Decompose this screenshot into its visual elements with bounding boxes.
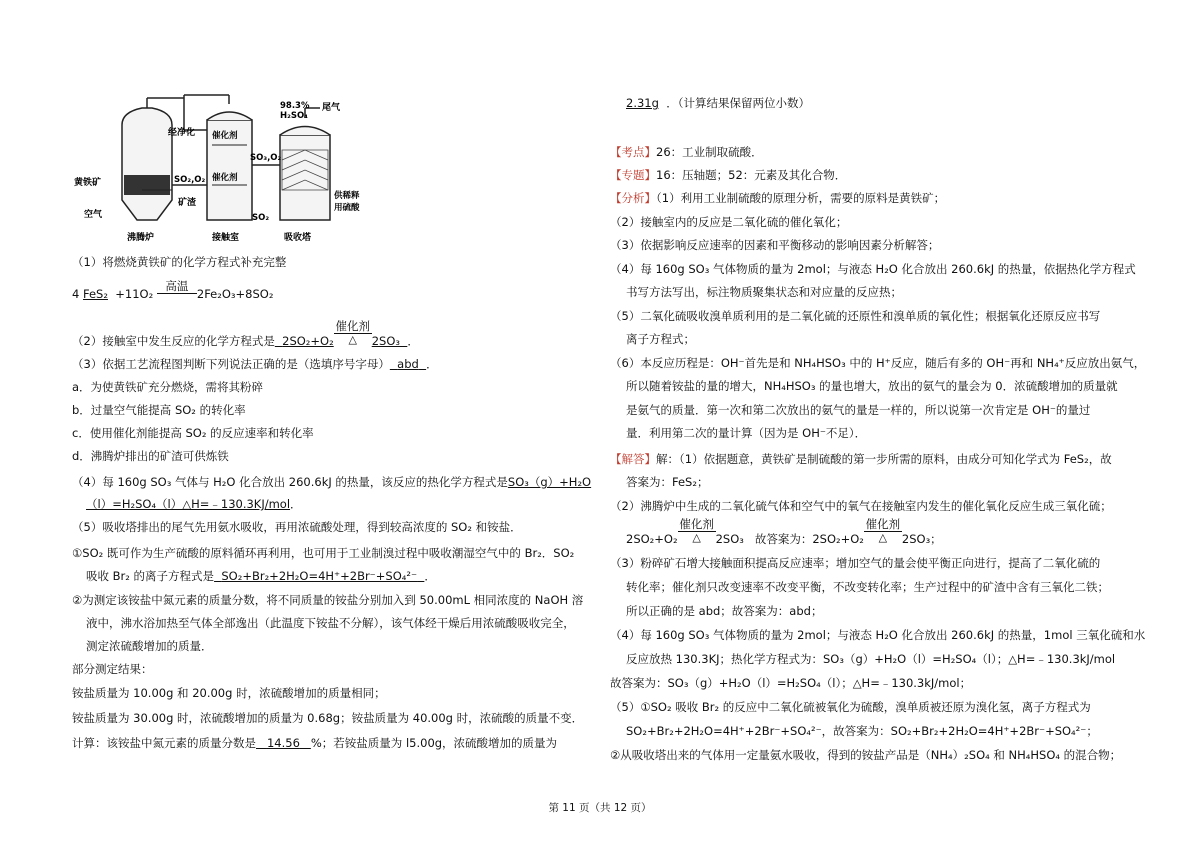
reaction-condition-high-temp: 高温 bbox=[157, 280, 197, 294]
question-5-2-line-3: 测定浓硫酸增加的质量． bbox=[86, 639, 213, 653]
answer-blank-5-1: SO₂+Br₂+2H₂O=4H⁺+2Br⁻+SO₄²⁻ bbox=[221, 569, 418, 583]
absorber-tower bbox=[252, 108, 330, 220]
fenxi-line-6c: 是氨气的质量．第一次和第二次放出的氨气的量是一样的，所以说第一次肯定是 OH⁻的量过 bbox=[626, 403, 1091, 417]
answer-blank-percent: 14.56 bbox=[266, 736, 300, 750]
equation-1: 4 FeS₂ +11O₂ 高温 2Fe₂O₃+8SO₂ bbox=[72, 279, 274, 301]
process-flow-diagram bbox=[72, 90, 372, 245]
label-acid-top: 98.3% bbox=[280, 101, 310, 111]
jieda-line-5c: ②从吸收塔出来的气体用一定量氨水吸收，得到的铵盐产品是（NH₄）₂SO₄ 和 NH₄HSO₄ 的混合物； bbox=[610, 748, 1122, 762]
catalyst-condition: 催化剂 △ bbox=[335, 319, 370, 346]
kaodian-line: 【考点】26：工业制取硫酸． bbox=[610, 145, 763, 159]
label-slag: 矿渣 bbox=[178, 198, 197, 208]
question-4-line-2: （l）=H₂SO₄（l）△H=﹣130.3KJ/mol． bbox=[86, 497, 302, 511]
question-2: （2）接触室中发生反应的化学方程式是 2SO₂+O₂ 催化剂 △ 2SO₃ ． bbox=[72, 319, 419, 348]
result-line-1: 铵盐质量为 10.00g 和 20.00g 时，浓硫酸增加的质量相同； bbox=[72, 686, 386, 700]
zhuanti-line: 【专题】16：压轴题；52：元素及其化合物． bbox=[610, 168, 847, 182]
fenxi-line-4b: 书写方法写出，标注物质聚集状态和对应量的反应热； bbox=[626, 285, 902, 299]
answer-blank-1: FeS₂ bbox=[82, 287, 108, 301]
option-a: a．为使黄铁矿充分燃烧，需将其粉碎 bbox=[72, 380, 264, 394]
label-air: 空气 bbox=[84, 210, 103, 220]
label-so2: SO₂ bbox=[252, 213, 270, 223]
label-catalyst1: 催化剂 bbox=[212, 131, 238, 141]
catalyst-condition-answer: 催化剂 △ bbox=[679, 517, 714, 544]
jieda-line-1b: 答案为：FeS₂； bbox=[626, 475, 709, 489]
jieda-tag: 【解答】 bbox=[610, 452, 656, 466]
jieda-line-2-equation: 2SO₂+O₂ 催化剂 △ 2SO₃ 故答案为：2SO₂+O₂ 催化剂 △ 2SO₃； bbox=[626, 517, 942, 546]
catalyst-condition-answer-2: 催化剂 △ bbox=[865, 517, 901, 544]
answer-line-mass: 2.31g ．（计算结果保留两位小数） bbox=[626, 96, 810, 110]
jieda-line-3a: （3）粉碎矿石增大接触面积提高反应速率；增加空气的量会使平衡正向进行，提高了二氧化硫的 bbox=[610, 556, 1101, 570]
partial-results-heading: 部分测定结果： bbox=[72, 662, 153, 676]
label-contact: 接触室 bbox=[212, 233, 240, 243]
option-d: d．沸腾炉排出的矿渣可供炼铁 bbox=[72, 449, 229, 463]
jieda-line-5b: SO₂+Br₂+2H₂O=4H⁺+2Br⁻+SO₄²⁻，故答案为：SO₂+Br₂+2H₂O=4H⁺+2Br⁻+SO₄²⁻； bbox=[626, 724, 1098, 738]
question-5-2-line-1: ②为测定该铵盐中氮元素的质量分数，将不同质量的铵盐分别加入到 50.00mL 相同浓度的 NaOH 溶 bbox=[72, 593, 584, 607]
answer-blank-4a: SO₃（g）+H₂O bbox=[507, 475, 592, 489]
answer-blank-3: abd bbox=[397, 357, 419, 371]
question-5: （5）吸收塔排出的尾气先用氨水吸收，再用浓硫酸处理，得到较高浓度的 SO₂ 和铵盐． bbox=[72, 520, 522, 534]
jieda-line-4c: 故答案为：SO₃（g）+H₂O（l）=H₂SO₄（l）；△H=﹣130.3kJ/mol； bbox=[610, 676, 972, 690]
fenxi-line-3: （3）依据影响反应速率的因素和平衡移动的影响因素分析解答； bbox=[610, 238, 940, 252]
boiling-furnace bbox=[122, 98, 184, 220]
label-pyrite: 黄铁矿 bbox=[74, 178, 102, 188]
jieda-line-3b: 转化率；催化剂只改变速率不改变平衡，不改变转化率；生产过程中的矿渣中含有三氧化二铁； bbox=[626, 580, 1109, 594]
zhuanti-tag: 【专题】 bbox=[610, 168, 656, 182]
page-footer: 第 11 页（共 12 页） bbox=[548, 802, 652, 814]
option-b: b．过量空气能提高 SO₂ 的转化率 bbox=[72, 403, 246, 417]
fenxi-line-6a: （6）本反应历程是：OH⁻首先是和 NH₄HSO₃ 中的 H⁺反应，随后有多的 OH⁻再和 NH₄⁺反应放出氨气， bbox=[610, 356, 1146, 370]
question-5-1-line-2: 吸收 Br₂ 的离子方程式是 SO₂+Br₂+2H₂O=4H⁺+2Br⁻+SO₄²⁻ ． bbox=[86, 569, 436, 583]
label-catalyst2: 催化剂 bbox=[212, 173, 238, 183]
fenxi-tag: 【分析】 bbox=[610, 191, 656, 205]
label-dilute1: 供稀释 bbox=[334, 191, 360, 201]
label-absorber: 吸收塔 bbox=[284, 233, 312, 243]
label-tail: 尾气 bbox=[322, 103, 341, 113]
jieda-line-4a: （4）每 160g SO₃ 气体物质的量为 2mol；与液态 H₂O 化合放出 260.6kJ 的热量，1mol 三氧化硫和水 bbox=[610, 628, 1146, 642]
question-1: （1）将燃烧黄铁矿的化学方程式补充完整 bbox=[72, 255, 287, 269]
option-c: c．使用催化剂能提高 SO₂ 的反应速率和转化率 bbox=[72, 426, 314, 440]
jieda-line-4b: 反应放热 130.3KJ；热化学方程式为：SO₃（g）+H₂O（l）=H₂SO₄（l）；△H=﹣130.3kJ/mol bbox=[626, 652, 1116, 666]
answer-blank-mass: 2.31g bbox=[626, 96, 659, 110]
jieda-line-5a: （5）①SO₂ 吸收 Br₂ 的反应中二氧化硫被氧化为硫酸，溴单质被还原为溴化氢，离子方程式为 bbox=[610, 700, 1091, 714]
question-4-line-1: （4）每 160g SO₃ 气体与 H₂O 化合放出 260.6kJ 的热量，该反应的热化学方程式是SO₃（g）+H₂O bbox=[72, 475, 592, 489]
fenxi-line-1: 【分析】（1）利用工业制硫酸的原理分析，需要的原料是黄铁矿； bbox=[610, 191, 946, 205]
label-purify: 经净化 bbox=[168, 128, 196, 138]
fenxi-line-4a: （4）每 160g SO₃ 气体物质的量为 2mol；与液态 H₂O 化合放出 260.6kJ 的热量，依据热化学方程式 bbox=[610, 262, 1136, 276]
jieda-line-3c: 所以正确的是 abd；故答案为：abd； bbox=[626, 604, 823, 618]
label-gas1: SO₂,O₂ bbox=[174, 175, 206, 185]
question-5-2-line-2: 液中，沸水浴加热至气体全部逸出（此温度下铵盐不分解），该气体经干燥后用浓硫酸吸收完全， bbox=[86, 616, 575, 630]
answer-blank-2: 2SO₂+O₂ 催化剂 △ 2SO₃ bbox=[282, 319, 400, 348]
label-acid-formula: H₂SO₄ bbox=[280, 111, 308, 121]
calc-line: 计算：该铵盐中氮元素的质量分数是 14.56 %；若铵盐质量为 l5.00g，浓硫酸增加的质量为 bbox=[72, 736, 558, 750]
fenxi-line-2: （2）接触室内的反应是二氧化硫的催化氧化； bbox=[610, 215, 848, 229]
label-dilute2: 用硫酸 bbox=[334, 203, 360, 213]
question-5-1-line-1: ①SO₂ 既可作为生产硫酸的原料循环再利用，也可用于工业制溴过程中吸收潮湿空气中的 Br₂．SO₂ bbox=[72, 546, 575, 560]
answer-blank-4b: （l）=H₂SO₄（l）△H=﹣130.3KJ/mol bbox=[86, 497, 291, 511]
result-line-2: 铵盐质量为 30.00g 时，浓硫酸增加的质量为 0.68g；铵盐质量为 40.00g 时，浓硫酸的质量不变． bbox=[72, 711, 584, 725]
fenxi-line-5b: 离子方程式； bbox=[626, 332, 695, 346]
kaodian-tag: 【考点】 bbox=[610, 145, 656, 159]
fenxi-line-5a: （5）二氧化硫吸收溴单质利用的是二氧化硫的还原性和溴单质的氧化性；根据氧化还原反应书写 bbox=[610, 309, 1101, 323]
jieda-line-1a: 【解答】解：（1）依据题意，黄铁矿是制硫酸的第一步所需的原料，由成分可知化学式为 FeS₂，故 bbox=[610, 452, 1112, 466]
question-3: （3）依据工艺流程图判断下列说法正确的是（选填序号字母） abd ． bbox=[72, 357, 438, 371]
fenxi-line-6d: 量．利用第二次的量计算（因为是 OH⁻不足）． bbox=[626, 426, 867, 440]
fenxi-line-6b: 所以随着铵盐的量的增大，NH₄HSO₃ 的量也增大，放出的氨气的量会为 0．浓硫酸增加的质量就 bbox=[626, 379, 1118, 393]
label-furnace: 沸腾炉 bbox=[127, 233, 155, 243]
jieda-line-2a: （2）沸腾炉中生成的二氧化硫气体和空气中的氧气在接触室内发生的催化氧化反应生成三氧化硫； bbox=[610, 499, 1112, 513]
label-gas2: SO₃,O₂ bbox=[250, 153, 282, 163]
